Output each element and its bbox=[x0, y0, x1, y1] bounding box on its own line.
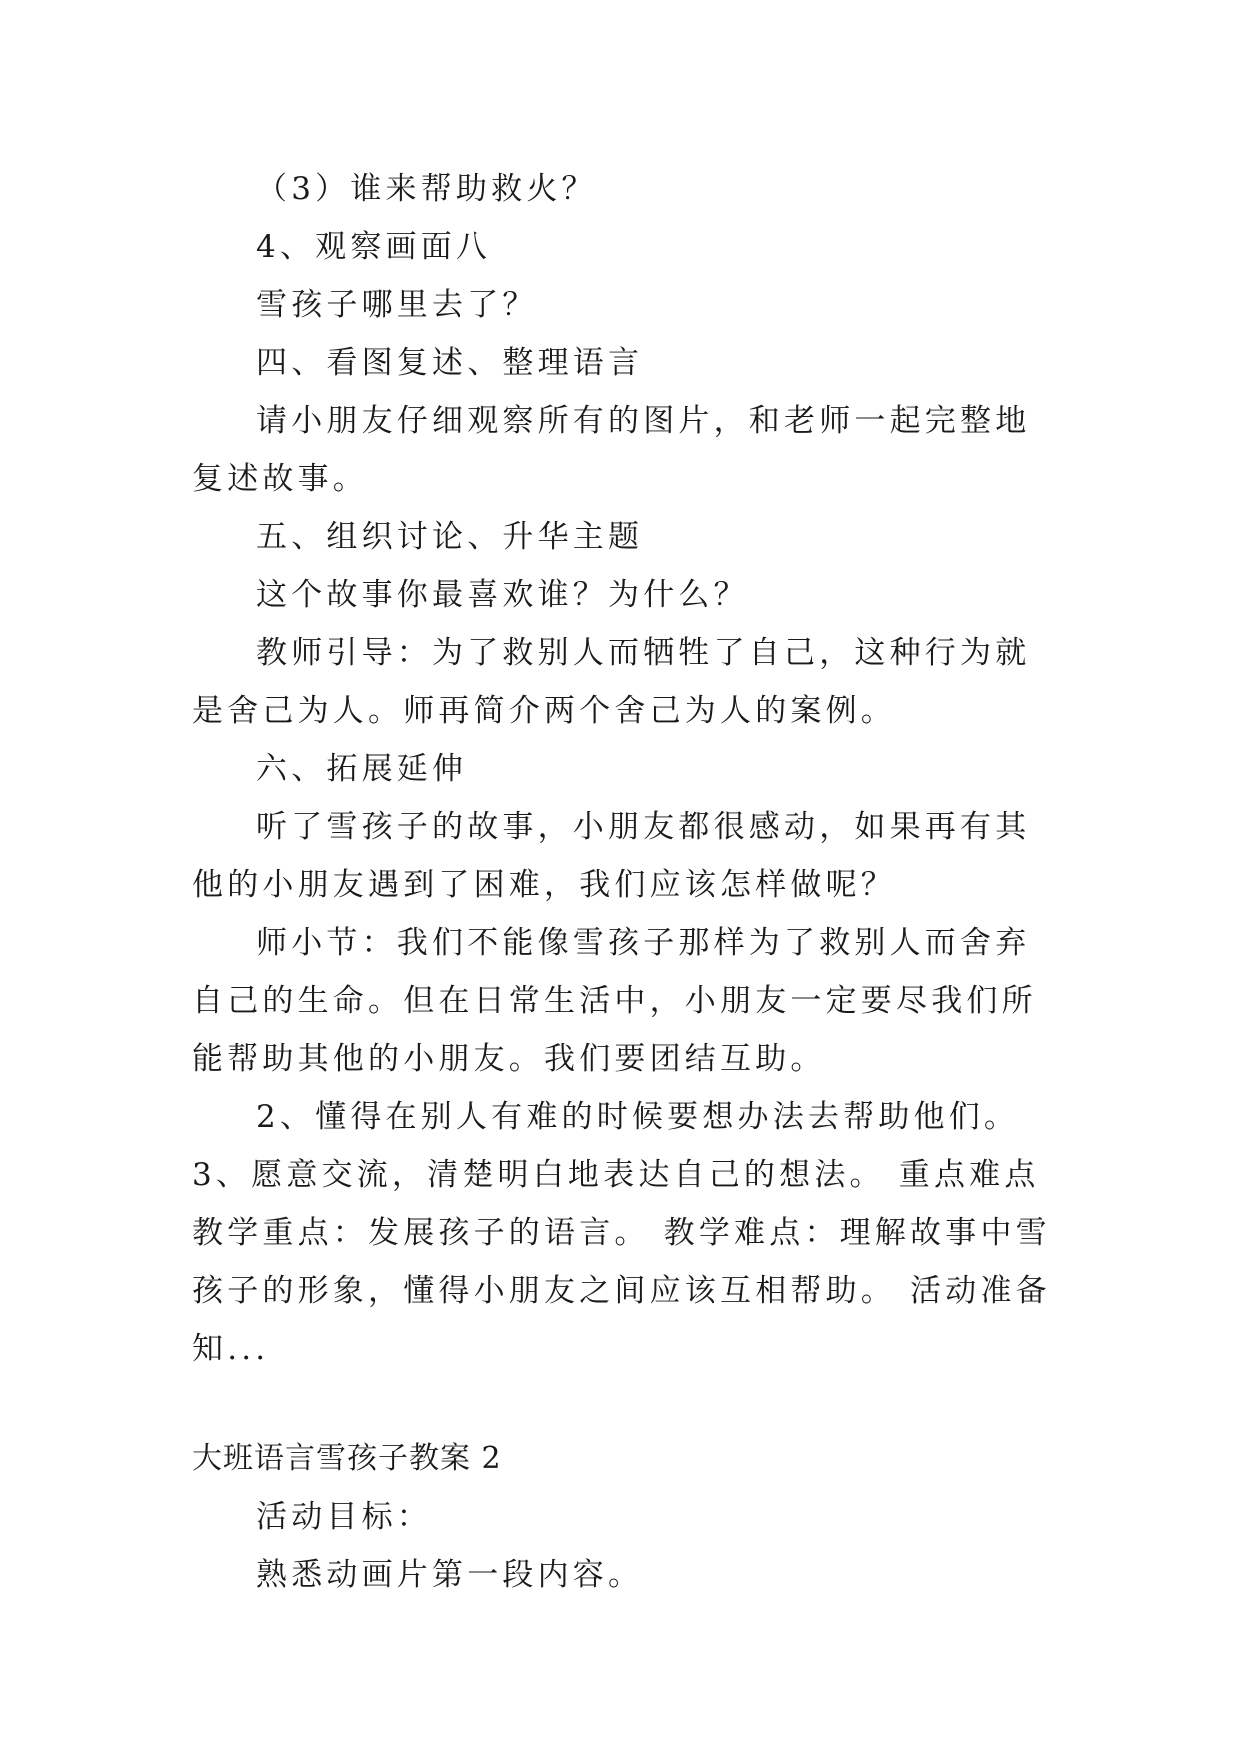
section-title: 大班语言雪孩子教案 2 bbox=[192, 1441, 502, 1476]
paragraph-favorite-question: 这个故事你最喜欢谁？为什么？ bbox=[256, 577, 749, 613]
paragraph-goals-excerpt: 2、懂得在别人有难的时候要想办法去帮助他们。 3、愿意交流，清楚明白地表达自己的想法。 重点难点 教学重点：发展孩子的语言。 教学难点：理解故事中雪孩子的形象，懂得小朋友之间应该互相帮助。 活动准备 知... bbox=[192, 1099, 1051, 1367]
paragraph-teacher-summary: 师小节：我们不能像雪孩子那样为了救别人而舍弃自己的生命。但在日常生活中，小朋友一定要尽我们所能帮助其他的小朋友。我们要团结互助。 bbox=[192, 925, 1037, 1077]
paragraph-familiarize: 熟悉动画片第一段内容。 bbox=[256, 1557, 644, 1593]
paragraph-retell-instruction: 请小朋友仔细观察所有的图片，和老师一起完整地复述故事。 bbox=[192, 403, 1031, 497]
heading-retell-story: 四、看图复述、整理语言 bbox=[256, 345, 644, 381]
document-body bbox=[192, 160, 1052, 1604]
paragraph-activity-goals: 活动目标： bbox=[256, 1499, 432, 1535]
paragraph-teacher-guidance: 教师引导：为了救别人而牺牲了自己，这种行为就是舍己为人。师再简介两个舍己为人的案例。 bbox=[192, 635, 1031, 729]
paragraph-observe-picture-8: 4、观察画面八 bbox=[256, 229, 492, 265]
paragraph-rescue-question: （3）谁来帮助救火？ bbox=[256, 171, 597, 207]
heading-extension: 六、拓展延伸 bbox=[256, 751, 468, 787]
paragraph-where-snow-child: 雪孩子哪里去了？ bbox=[256, 287, 538, 323]
heading-discussion: 五、组织讨论、升华主题 bbox=[256, 519, 644, 555]
paragraph-extension-question: 听了雪孩子的故事，小朋友都很感动，如果再有其他的小朋友遇到了困难，我们应该怎样做呢？ bbox=[192, 809, 1031, 903]
